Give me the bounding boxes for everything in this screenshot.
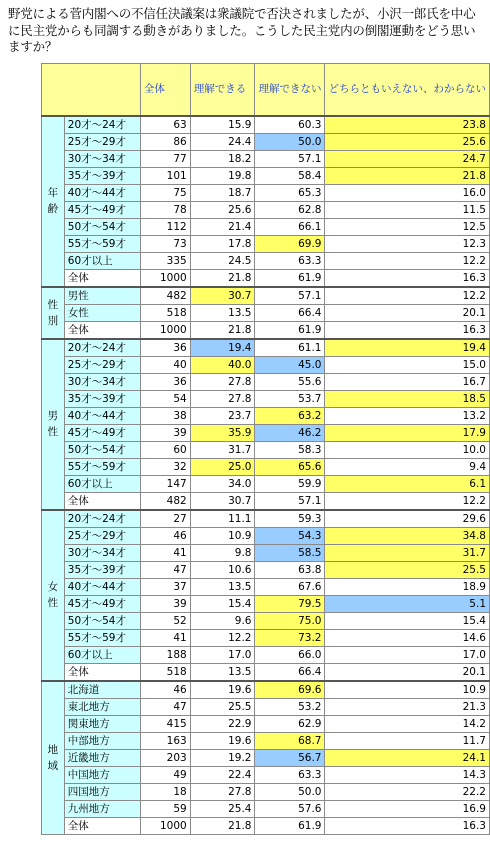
not-understand-cell: 66.4 (255, 304, 325, 321)
data-row (42, 749, 490, 766)
count-cell: 1000 (140, 321, 190, 339)
row-label: 女性 (64, 304, 140, 321)
understand-cell: 24.5 (190, 252, 255, 269)
not-understand-cell: 75.0 (255, 612, 325, 629)
data-row (42, 373, 490, 390)
not-understand-cell: 65.3 (255, 184, 325, 201)
neither-cell: 29.6 (325, 510, 490, 528)
understand-cell: 21.4 (190, 218, 255, 235)
understand-cell: 19.6 (190, 732, 255, 749)
not-understand-cell: 46.2 (255, 424, 325, 441)
data-row (42, 527, 490, 544)
group-label-female (42, 510, 65, 681)
data-row (42, 424, 490, 441)
not-understand-cell: 62.9 (255, 715, 325, 732)
data-row (42, 304, 490, 321)
header-neither: どちらともいえない、わからない (325, 64, 490, 116)
count-cell: 335 (140, 252, 190, 269)
row-label: 男性 (64, 287, 140, 305)
not-understand-cell: 50.0 (255, 133, 325, 150)
understand-cell: 24.4 (190, 133, 255, 150)
row-label: 40才～44才 (64, 407, 140, 424)
neither-cell: 12.2 (325, 492, 490, 510)
group-label-char: 年 (47, 187, 59, 199)
count-cell: 73 (140, 235, 190, 252)
group-label-gender (42, 287, 65, 339)
not-understand-cell: 63.2 (255, 407, 325, 424)
header-not-understand: 理解できない (255, 64, 325, 116)
data-row (42, 681, 490, 699)
data-row (42, 201, 490, 218)
count-cell: 147 (140, 475, 190, 492)
row-label: 30才～34才 (64, 544, 140, 561)
understand-cell: 11.1 (190, 510, 255, 528)
group-label-char: 性 (47, 597, 59, 609)
neither-cell: 13.2 (325, 407, 490, 424)
row-label: 45才～49才 (64, 424, 140, 441)
neither-cell: 12.5 (325, 218, 490, 235)
not-understand-cell: 63.8 (255, 561, 325, 578)
row-label: 35才～39才 (64, 167, 140, 184)
group-label-region (42, 681, 65, 835)
count-cell: 63 (140, 116, 190, 134)
neither-cell: 16.3 (325, 817, 490, 834)
not-understand-cell: 59.3 (255, 510, 325, 528)
count-cell: 203 (140, 749, 190, 766)
row-label: 九州地方 (64, 800, 140, 817)
neither-cell: 31.7 (325, 544, 490, 561)
data-row (42, 800, 490, 817)
count-cell: 40 (140, 356, 190, 373)
count-cell: 101 (140, 167, 190, 184)
not-understand-cell: 61.9 (255, 269, 325, 287)
not-understand-cell: 59.9 (255, 475, 325, 492)
count-cell: 41 (140, 629, 190, 646)
count-cell: 54 (140, 390, 190, 407)
understand-cell: 19.4 (190, 339, 255, 357)
total-row (42, 663, 490, 681)
count-cell: 1000 (140, 269, 190, 287)
count-cell: 59 (140, 800, 190, 817)
row-label: 55才～59才 (64, 458, 140, 475)
neither-cell: 17.0 (325, 646, 490, 663)
group-label-char: 性 (47, 426, 59, 438)
row-label: 東北地方 (64, 698, 140, 715)
count-cell: 27 (140, 510, 190, 528)
understand-cell: 23.7 (190, 407, 255, 424)
row-label: 30才～34才 (64, 150, 140, 167)
row-label: 25才～29才 (64, 356, 140, 373)
data-row (42, 356, 490, 373)
understand-cell: 27.8 (190, 783, 255, 800)
neither-cell: 10.9 (325, 681, 490, 699)
not-understand-cell: 57.1 (255, 287, 325, 305)
row-label: 60才以上 (64, 646, 140, 663)
row-label: 50才～54才 (64, 218, 140, 235)
not-understand-cell: 69.6 (255, 681, 325, 699)
data-row (42, 698, 490, 715)
row-label: 四国地方 (64, 783, 140, 800)
understand-cell: 25.4 (190, 800, 255, 817)
understand-cell: 27.8 (190, 373, 255, 390)
neither-cell: 20.1 (325, 663, 490, 681)
data-row (42, 287, 490, 305)
understand-cell: 19.2 (190, 749, 255, 766)
neither-cell: 12.2 (325, 287, 490, 305)
count-cell: 112 (140, 218, 190, 235)
neither-cell: 6.1 (325, 475, 490, 492)
data-row (42, 235, 490, 252)
not-understand-cell: 65.6 (255, 458, 325, 475)
neither-cell: 25.6 (325, 133, 490, 150)
not-understand-cell: 61.1 (255, 339, 325, 357)
neither-cell: 20.1 (325, 304, 490, 321)
not-understand-cell: 66.0 (255, 646, 325, 663)
count-cell: 60 (140, 441, 190, 458)
neither-cell: 24.1 (325, 749, 490, 766)
group-label-char: 男 (47, 410, 59, 422)
understand-cell: 34.0 (190, 475, 255, 492)
neither-cell: 23.8 (325, 116, 490, 134)
count-cell: 47 (140, 561, 190, 578)
neither-cell: 16.3 (325, 321, 490, 339)
data-row (42, 646, 490, 663)
not-understand-cell: 53.2 (255, 698, 325, 715)
row-label: 40才～44才 (64, 184, 140, 201)
understand-cell: 10.6 (190, 561, 255, 578)
data-row (42, 218, 490, 235)
understand-cell: 22.9 (190, 715, 255, 732)
header-understand: 理解できる (190, 64, 255, 116)
neither-cell: 15.0 (325, 356, 490, 373)
data-row (42, 475, 490, 492)
understand-cell: 15.4 (190, 595, 255, 612)
not-understand-cell: 67.6 (255, 578, 325, 595)
not-understand-cell: 62.8 (255, 201, 325, 218)
understand-cell: 17.0 (190, 646, 255, 663)
not-understand-cell: 58.4 (255, 167, 325, 184)
not-understand-cell: 63.3 (255, 252, 325, 269)
neither-cell: 16.3 (325, 269, 490, 287)
neither-cell: 34.8 (325, 527, 490, 544)
data-row (42, 766, 490, 783)
neither-cell: 21.3 (325, 698, 490, 715)
understand-cell: 27.8 (190, 390, 255, 407)
understand-cell: 30.7 (190, 492, 255, 510)
not-understand-cell: 60.3 (255, 116, 325, 134)
data-row (42, 150, 490, 167)
count-cell: 39 (140, 595, 190, 612)
count-cell: 86 (140, 133, 190, 150)
not-understand-cell: 57.1 (255, 492, 325, 510)
not-understand-cell: 50.0 (255, 783, 325, 800)
neither-cell: 16.0 (325, 184, 490, 201)
understand-cell: 13.5 (190, 304, 255, 321)
data-row (42, 390, 490, 407)
count-cell: 482 (140, 492, 190, 510)
not-understand-cell: 54.3 (255, 527, 325, 544)
not-understand-cell: 61.9 (255, 817, 325, 834)
not-understand-cell: 73.2 (255, 629, 325, 646)
data-row (42, 184, 490, 201)
not-understand-cell: 55.6 (255, 373, 325, 390)
row-label: 40才～44才 (64, 578, 140, 595)
understand-cell: 35.9 (190, 424, 255, 441)
understand-cell: 25.5 (190, 698, 255, 715)
not-understand-cell: 63.3 (255, 766, 325, 783)
neither-cell: 16.7 (325, 373, 490, 390)
row-label: 全体 (64, 817, 140, 834)
data-row (42, 116, 490, 134)
row-label: 中部地方 (64, 732, 140, 749)
count-cell: 78 (140, 201, 190, 218)
row-label: 全体 (64, 321, 140, 339)
understand-cell: 25.0 (190, 458, 255, 475)
row-label: 55才～59才 (64, 629, 140, 646)
row-label: 45才～49才 (64, 595, 140, 612)
neither-cell: 14.6 (325, 629, 490, 646)
row-label: 50才～54才 (64, 612, 140, 629)
neither-cell: 25.5 (325, 561, 490, 578)
row-label: 35才～39才 (64, 390, 140, 407)
row-label: 60才以上 (64, 252, 140, 269)
understand-cell: 13.5 (190, 663, 255, 681)
count-cell: 518 (140, 304, 190, 321)
row-label: 55才～59才 (64, 235, 140, 252)
data-row (42, 715, 490, 732)
count-cell: 38 (140, 407, 190, 424)
count-cell: 46 (140, 527, 190, 544)
understand-cell: 18.7 (190, 184, 255, 201)
understand-cell: 22.4 (190, 766, 255, 783)
neither-cell: 12.2 (325, 252, 490, 269)
row-label: 20才～24才 (64, 339, 140, 357)
total-row (42, 492, 490, 510)
survey-table (41, 63, 490, 835)
count-cell: 482 (140, 287, 190, 305)
group-label-char: 女 (47, 581, 59, 593)
row-label: 全体 (64, 663, 140, 681)
neither-cell: 9.4 (325, 458, 490, 475)
row-label: 35才～39才 (64, 561, 140, 578)
total-row (42, 817, 490, 834)
data-row (42, 167, 490, 184)
count-cell: 52 (140, 612, 190, 629)
understand-cell: 12.2 (190, 629, 255, 646)
header-corner (42, 64, 141, 116)
understand-cell: 31.7 (190, 441, 255, 458)
header-total: 全体 (140, 64, 190, 116)
data-row (42, 133, 490, 150)
data-row (42, 339, 490, 357)
understand-cell: 10.9 (190, 527, 255, 544)
data-row (42, 629, 490, 646)
not-understand-cell: 79.5 (255, 595, 325, 612)
neither-cell: 18.5 (325, 390, 490, 407)
understand-cell: 9.6 (190, 612, 255, 629)
total-row (42, 321, 490, 339)
understand-cell: 21.8 (190, 321, 255, 339)
understand-cell: 19.6 (190, 681, 255, 699)
not-understand-cell: 58.3 (255, 441, 325, 458)
data-row (42, 544, 490, 561)
data-row (42, 578, 490, 595)
group-label-age (42, 116, 65, 287)
row-label: 25才～29才 (64, 527, 140, 544)
understand-cell: 21.8 (190, 817, 255, 834)
data-row (42, 252, 490, 269)
neither-cell: 14.2 (325, 715, 490, 732)
neither-cell: 17.9 (325, 424, 490, 441)
row-label: 50才～54才 (64, 441, 140, 458)
neither-cell: 10.0 (325, 441, 490, 458)
count-cell: 518 (140, 663, 190, 681)
neither-cell: 16.9 (325, 800, 490, 817)
group-label-char: 地 (47, 743, 59, 756)
understand-cell: 15.9 (190, 116, 255, 134)
header-row (42, 64, 490, 116)
count-cell: 163 (140, 732, 190, 749)
total-row (42, 269, 490, 287)
count-cell: 37 (140, 578, 190, 595)
neither-cell: 14.3 (325, 766, 490, 783)
count-cell: 32 (140, 458, 190, 475)
row-label: 60才以上 (64, 475, 140, 492)
count-cell: 49 (140, 766, 190, 783)
data-row (42, 561, 490, 578)
not-understand-cell: 58.5 (255, 544, 325, 561)
data-row (42, 458, 490, 475)
row-label: 45才～49才 (64, 201, 140, 218)
data-row (42, 783, 490, 800)
neither-cell: 21.8 (325, 167, 490, 184)
row-label: 25才～29才 (64, 133, 140, 150)
group-label-char: 齢 (47, 203, 59, 215)
understand-cell: 17.8 (190, 235, 255, 252)
count-cell: 36 (140, 339, 190, 357)
row-label: 北海道 (64, 681, 140, 699)
survey-table-body (42, 64, 490, 835)
not-understand-cell: 57.6 (255, 800, 325, 817)
row-label: 20才～24才 (64, 116, 140, 134)
understand-cell: 18.2 (190, 150, 255, 167)
group-label-char: 別 (47, 314, 59, 327)
data-row (42, 732, 490, 749)
count-cell: 41 (140, 544, 190, 561)
not-understand-cell: 66.1 (255, 218, 325, 235)
count-cell: 18 (140, 783, 190, 800)
neither-cell: 5.1 (325, 595, 490, 612)
count-cell: 36 (140, 373, 190, 390)
understand-cell: 40.0 (190, 356, 255, 373)
neither-cell: 22.2 (325, 783, 490, 800)
not-understand-cell: 61.9 (255, 321, 325, 339)
not-understand-cell: 53.7 (255, 390, 325, 407)
count-cell: 75 (140, 184, 190, 201)
neither-cell: 19.4 (325, 339, 490, 357)
count-cell: 47 (140, 698, 190, 715)
understand-cell: 30.7 (190, 287, 255, 305)
not-understand-cell: 56.7 (255, 749, 325, 766)
neither-cell: 11.7 (325, 732, 490, 749)
row-label: 関東地方 (64, 715, 140, 732)
count-cell: 415 (140, 715, 190, 732)
group-label-char: 性 (47, 298, 59, 311)
data-row (42, 407, 490, 424)
data-row (42, 612, 490, 629)
neither-cell: 24.7 (325, 150, 490, 167)
row-label: 近畿地方 (64, 749, 140, 766)
group-label-male (42, 339, 65, 510)
understand-cell: 25.6 (190, 201, 255, 218)
understand-cell: 21.8 (190, 269, 255, 287)
row-label: 全体 (64, 492, 140, 510)
row-label: 中国地方 (64, 766, 140, 783)
row-label: 全体 (64, 269, 140, 287)
neither-cell: 18.9 (325, 578, 490, 595)
not-understand-cell: 68.7 (255, 732, 325, 749)
group-label-char: 域 (47, 759, 59, 772)
survey-question: 野党による菅内閣への不信任決議案は衆議院で否決されましたが、小沢一郎氏を中心に民主党からも同調する動きがありました。こうした民主党内の倒閣運動をどう思いますか？ (8, 6, 476, 54)
count-cell: 188 (140, 646, 190, 663)
count-cell: 46 (140, 681, 190, 699)
neither-cell: 12.3 (325, 235, 490, 252)
count-cell: 1000 (140, 817, 190, 834)
data-row (42, 510, 490, 528)
understand-cell: 13.5 (190, 578, 255, 595)
count-cell: 77 (140, 150, 190, 167)
not-understand-cell: 69.9 (255, 235, 325, 252)
data-row (42, 441, 490, 458)
row-label: 20才～24才 (64, 510, 140, 528)
understand-cell: 9.8 (190, 544, 255, 561)
not-understand-cell: 45.0 (255, 356, 325, 373)
data-row (42, 595, 490, 612)
row-label: 30才～34才 (64, 373, 140, 390)
count-cell: 39 (140, 424, 190, 441)
understand-cell: 19.8 (190, 167, 255, 184)
not-understand-cell: 57.1 (255, 150, 325, 167)
not-understand-cell: 66.4 (255, 663, 325, 681)
neither-cell: 11.5 (325, 201, 490, 218)
neither-cell: 15.4 (325, 612, 490, 629)
